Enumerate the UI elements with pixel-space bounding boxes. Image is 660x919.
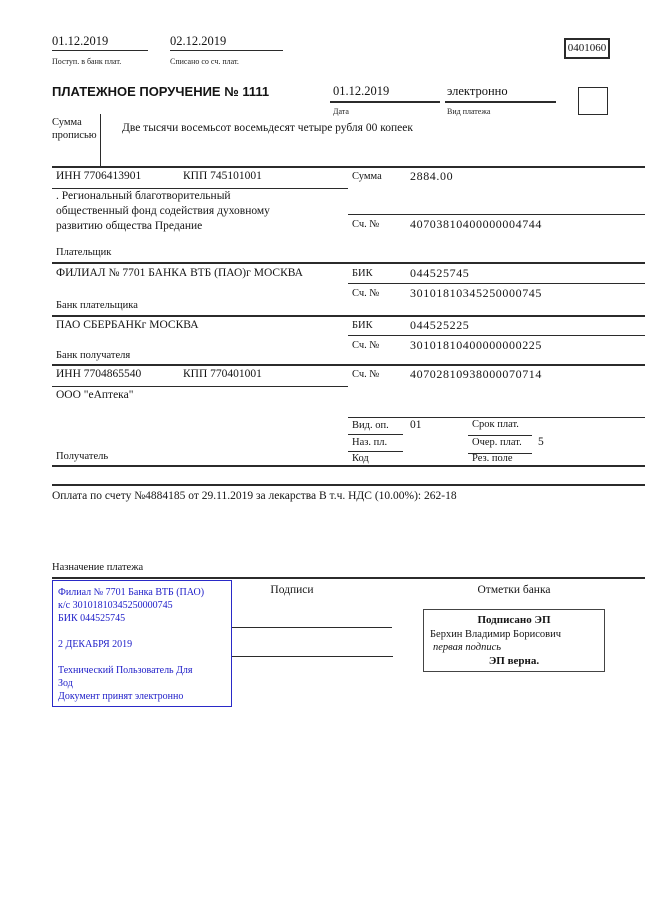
signature-line — [232, 627, 392, 628]
divider — [330, 101, 440, 103]
payer-name-line1: . Региональный благотворительный — [56, 190, 231, 202]
e-signature-stamp — [423, 609, 605, 672]
divider — [52, 315, 645, 317]
blue-stamp-line: к/с 30101810345250000745 — [58, 600, 173, 611]
blue-stamp-line: Зод — [58, 678, 73, 689]
divider — [100, 114, 101, 166]
debited-date: 02.12.2019 — [170, 34, 227, 48]
blue-stamp-line — [58, 651, 226, 664]
payee-bank-section-label: Банк получателя — [56, 350, 131, 361]
e-signature-verified: ЭП верна. — [488, 655, 540, 667]
operation-type-value: 01 — [410, 419, 422, 431]
received-in-bank-date: 01.12.2019 — [52, 34, 109, 48]
payee-section-label: Получатель — [56, 451, 109, 462]
payee-account-label: Сч. № — [352, 369, 380, 380]
reserve-field-label: Рез. поле — [472, 453, 513, 464]
divider — [52, 484, 645, 486]
priority-value: 5 — [538, 436, 544, 448]
payer-section-label: Плательщик — [56, 247, 112, 258]
payer-inn: ИНН 7706413901 — [56, 170, 142, 182]
payment-type: электронно — [447, 84, 508, 98]
payee-account: 40702810938000070714 — [410, 367, 542, 381]
document-title: ПЛАТЕЖНОЕ ПОРУЧЕНИЕ № 1111 — [52, 84, 270, 99]
divider — [348, 283, 645, 284]
payee-bank-account: 30101810400000000225 — [410, 338, 542, 352]
payer-bank-name: ФИЛИАЛ № 7701 БАНКА ВТБ (ПАО)г МОСКВА — [56, 267, 303, 279]
signatures-header: Подписи — [270, 584, 314, 596]
divider — [348, 434, 403, 435]
received-in-bank-label: Поступ. в банк плат. — [52, 57, 122, 66]
payment-purpose-label: Назначение платежа — [52, 562, 144, 573]
divider — [52, 262, 645, 264]
document-date: 01.12.2019 — [333, 84, 390, 98]
code-label: Код — [352, 453, 369, 464]
payer-account-label: Сч. № — [352, 219, 380, 230]
payee-bank-bik-label: БИК — [352, 320, 373, 331]
payment-purpose-text: Оплата по счету №4884185 от 29.11.2019 за лекарства В т.ч. НДС (10.00%): 262-18 — [52, 490, 457, 502]
blue-stamp-line: Технический Пользователь Для — [58, 665, 193, 676]
e-signature-subtitle: первая подпись — [433, 642, 502, 653]
payee-bank-account-label: Сч. № — [352, 340, 380, 351]
divider — [52, 50, 148, 51]
amount-value: 2884.00 — [410, 169, 454, 183]
payer-kpp: КПП 745101001 — [183, 170, 262, 182]
form-code: 0401060 — [567, 42, 607, 54]
payee-bank-bik: 044525225 — [410, 318, 470, 332]
divider — [52, 577, 645, 579]
e-signature-name: Берхин Владимир Борисович — [430, 629, 561, 640]
blue-stamp-line: Документ принят электронно — [58, 691, 184, 702]
payer-bank-bik: 044525745 — [410, 266, 470, 280]
divider — [52, 386, 348, 387]
payee-name: ООО "еАптека" — [56, 389, 134, 401]
divider — [52, 364, 645, 366]
bank-blue-stamp — [52, 580, 232, 707]
blue-stamp-line: 2 ДЕКАБРЯ 2019 — [58, 639, 133, 650]
payee-kpp: КПП 770401001 — [183, 368, 262, 380]
blue-stamp-line — [58, 625, 226, 638]
payer-account: 40703810400000004744 — [410, 217, 542, 231]
bank-marks-header: Отметки банка — [477, 584, 551, 596]
debited-label: Списано со сч. плат. — [170, 57, 239, 66]
divider — [348, 214, 645, 215]
divider — [348, 335, 645, 336]
payer-bank-account: 30101810345250000745 — [410, 286, 542, 300]
payer-bank-account-label: Сч. № — [352, 288, 380, 299]
payer-name-line2: общественный фонд содействия духовному — [56, 205, 270, 217]
priority-label: Очер. плат. — [472, 437, 522, 448]
form-code-box — [564, 38, 610, 59]
divider — [170, 50, 283, 51]
operation-type-label: Вид. оп. — [352, 420, 389, 431]
signature-line — [230, 656, 393, 657]
amount-words-value: Две тысячи восемьсот восемьдесят четыре рубля 00 копеек — [122, 122, 413, 134]
divider — [52, 465, 645, 467]
payer-bank-section-label: Банк плательщика — [56, 300, 138, 311]
payer-bank-bik-label: БИК — [352, 268, 373, 279]
divider — [52, 166, 645, 168]
blue-stamp-line: Филиал № 7701 Банка ВТБ (ПАО) — [58, 587, 205, 598]
payer-name-line3: развитию общества Предание — [56, 220, 203, 232]
purpose-code-label: Наз. пл. — [352, 437, 388, 448]
amount-label: Сумма — [352, 171, 382, 182]
due-date-label: Срок плат. — [472, 419, 519, 430]
status-box — [578, 87, 608, 115]
blue-stamp-line: БИК 044525745 — [58, 613, 126, 624]
e-signature-title: Подписано ЭП — [477, 614, 551, 626]
payee-bank-name: ПАО СБЕРБАНКг МОСКВА — [56, 319, 199, 331]
divider — [445, 101, 556, 103]
date-label: Дата — [333, 107, 349, 116]
amount-words-label: Сумма прописью — [52, 117, 97, 141]
payee-inn: ИНН 7704865540 — [56, 368, 142, 380]
payment-type-label: Вид платежа — [447, 107, 491, 116]
